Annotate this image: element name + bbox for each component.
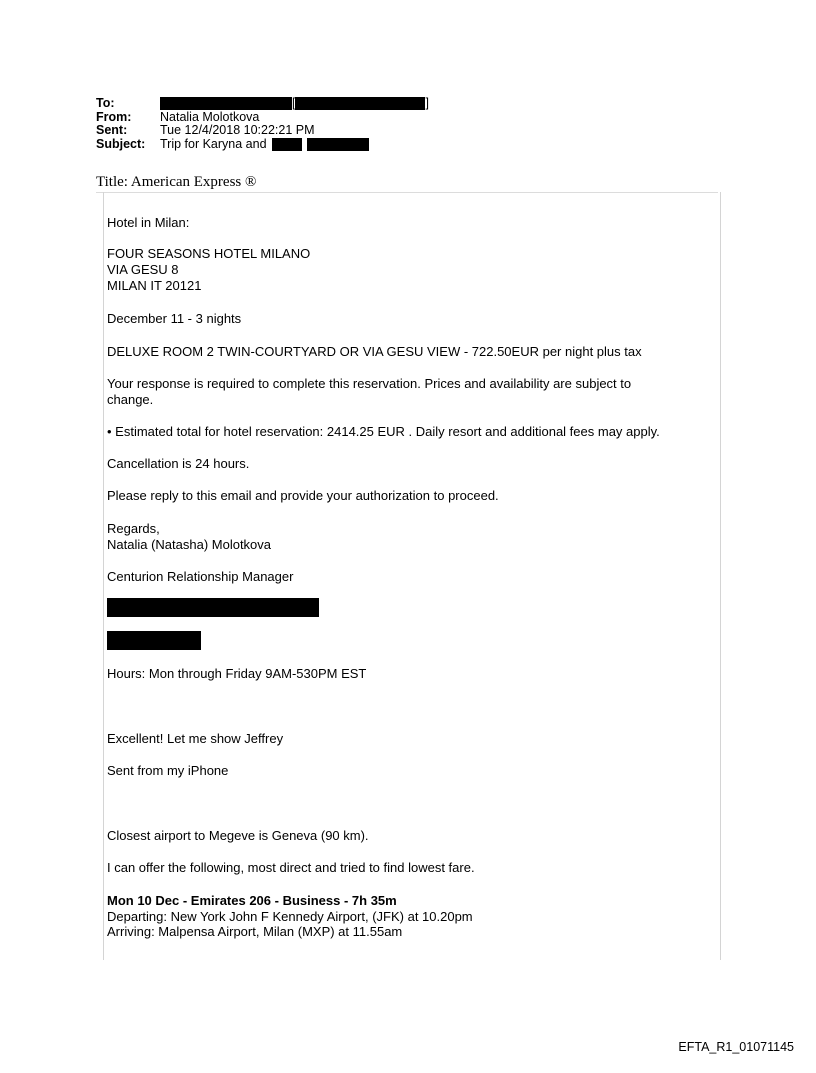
message-title: Title: American Express ® [96, 174, 718, 193]
to-value [160, 97, 429, 111]
to-row [96, 97, 429, 111]
redaction-block [307, 138, 369, 151]
offer-line: I can offer the following, most direct and tried to find lowest fare. [107, 860, 475, 875]
redaction-block [272, 138, 302, 151]
flight-arriving: Arriving: Malpensa Airport, Milan (MXP) at 11.55am [107, 924, 403, 939]
hotel-name: FOUR SEASONS HOTEL MILANO [107, 246, 311, 261]
from-value: Natalia Molotkova [160, 109, 260, 124]
redaction-block [295, 97, 425, 110]
subject-value-wrap [160, 138, 369, 152]
from-label: From: [96, 109, 132, 124]
to-label: To: [96, 96, 115, 110]
reply-excellent: Excellent! Let me show Jeffrey [107, 731, 284, 746]
signature-name: Natalia (Natasha) Molotkova [107, 537, 272, 552]
to-bracket-close: ] [425, 96, 429, 110]
flight-departing: Departing: New York John F Kennedy Airport, (JFK) at 10.20pm [107, 909, 473, 924]
subject-value: Trip for Karyna and [160, 136, 267, 151]
sent-value: Tue 12/4/2018 10:22:21 PM [160, 123, 315, 137]
subject-row [96, 138, 429, 152]
email-header [96, 97, 429, 151]
redaction-block [107, 631, 201, 650]
sent-row [96, 124, 429, 138]
response-notice-line2: change. [107, 392, 154, 407]
response-notice-line1: Your response is required to complete this reservation. Prices and availability are subject to [107, 376, 632, 391]
estimated-total: • Estimated total for hotel reservation: 2414.25 EUR . Daily resort and additional fees may apply. [107, 424, 660, 439]
to-bracket-open: [ [292, 96, 296, 110]
regards: Regards, [107, 521, 160, 536]
room-description: DELUXE ROOM 2 TWIN-COURTYARD OR VIA GESU VIEW - 722.50EUR per night plus tax [107, 344, 642, 359]
cancellation-policy: Cancellation is 24 hours. [107, 456, 250, 471]
subject-label: Subject: [96, 136, 146, 151]
hotel-city: MILAN IT 20121 [107, 278, 202, 293]
business-hours: Hours: Mon through Friday 9AM-530PM EST [107, 666, 367, 681]
flight-heading: Mon 10 Dec - Emirates 206 - Business - 7h 35m [107, 893, 397, 908]
closest-airport: Closest airport to Megeve is Geneva (90 km). [107, 828, 369, 843]
sent-from-iphone: Sent from my iPhone [107, 763, 229, 778]
sent-label: Sent: [96, 123, 128, 137]
from-row [96, 111, 429, 125]
redaction-block [107, 598, 319, 617]
reply-request: Please reply to this email and provide your authorization to proceed. [107, 488, 499, 503]
hotel-street: VIA GESU 8 [107, 262, 179, 277]
document-id: EFTA_R1_01071145 [678, 1040, 794, 1054]
redaction-block [160, 97, 292, 110]
stay-dates: December 11 - 3 nights [107, 311, 242, 326]
signature-title: Centurion Relationship Manager [107, 569, 294, 584]
hotel-heading: Hotel in Milan: [107, 215, 190, 230]
